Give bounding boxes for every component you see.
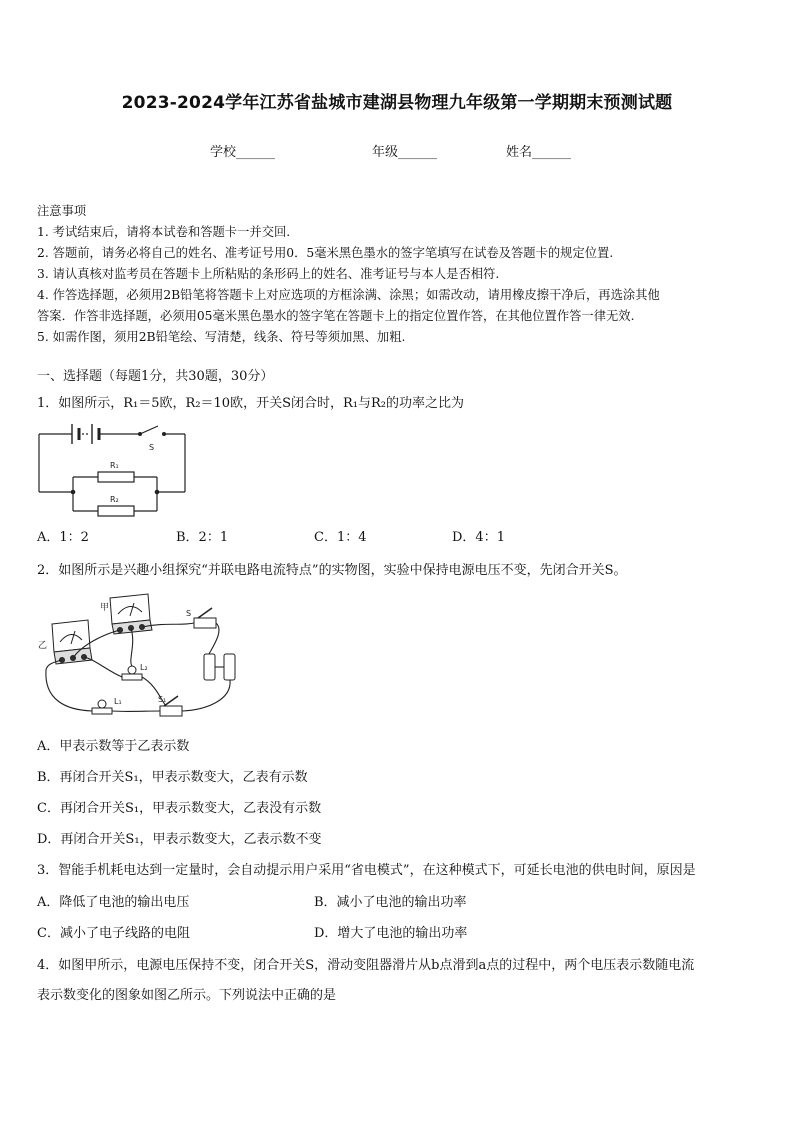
grade-blank: ______: [398, 145, 438, 160]
q1-stem: 1．如图所示，R₁＝5欧，R₂＝10欧，开关S闭合时，R₁与R₂的功率之比为: [37, 396, 464, 411]
note-item: 3. 请认真核对监考员在答题卡上所粘贴的条形码上的姓名、准考证号与本人是否相符.: [37, 267, 500, 281]
q1-option-c: C．1：4: [314, 530, 367, 545]
note-item: 4. 作答选择题，必须用2B铅笔将答题卡上对应选项的方框涂满、涂黑；如需改动，请用橡皮擦干净后，再选涂其他: [37, 288, 660, 302]
school-blank: ______: [236, 145, 276, 160]
section-heading: 一、选择题（每题1分，共30题，30分）: [37, 369, 274, 384]
q2-s-label: S: [186, 609, 192, 618]
q2-l1-label: L₁: [114, 697, 122, 706]
q3-option-d: D．增大了电池的输出功率: [314, 926, 468, 941]
q1-option-b: B．2：1: [176, 530, 229, 545]
school-field: [210, 141, 275, 160]
q3-option-a: A．降低了电池的输出电压: [37, 895, 190, 910]
name-label: 姓名: [506, 145, 533, 160]
q2-option-c: C．再闭合开关S₁，甲表示数变大，乙表没有示数: [37, 801, 322, 816]
q1-r2-label: R₂: [110, 495, 119, 504]
q2-option-a: A．甲表示数等于乙表示数: [37, 739, 190, 754]
q3-option-c: C．减小了电子线路的电阻: [37, 926, 190, 941]
q3-stem: 3．智能手机耗电达到一定量时，会自动提示用户采用“省电模式”，在这种模式下，可延长电池的供电时间，原因是: [37, 863, 696, 878]
paper-title: 2023-2024学年江苏省盐城市建湖县物理九年级第一学期期末预测试题: [121, 93, 673, 113]
note-item: 1. 考试结束后，请将本试卷和答题卡一并交回.: [37, 225, 291, 239]
note-item: 答案．作答非选择题，必须用05毫米黑色墨水的签字笔在答题卡上的指定位置作答，在其他位置作答一律无效.: [37, 309, 635, 323]
q3-option-b: B．减小了电池的输出功率: [314, 895, 467, 910]
q1-option-d: D．4：1: [452, 530, 505, 545]
grade-field: [372, 141, 437, 160]
notes-heading: 注意事项: [37, 204, 87, 218]
q2-yi-label: 乙: [38, 641, 48, 651]
school-label: 学校: [210, 145, 237, 160]
grade-label: 年级: [372, 145, 399, 160]
name-field: [506, 141, 571, 160]
q2-physical-circuit: [36, 590, 246, 724]
q1-circuit: [36, 422, 188, 520]
q2-jia-label: 甲: [100, 603, 110, 613]
q2-stem: 2．如图所示是兴趣小组探究“并联电路电流特点”的实物图，实验中保持电源电压不变，先闭合开关S。: [37, 563, 627, 578]
q2-l2-label: L₂: [140, 663, 148, 672]
name-blank: ______: [532, 145, 572, 160]
q4-stem-line1: 4．如图甲所示，电源电压保持不变，闭合开关S，滑动变阻器滑片从b点滑到a点的过程中，两个电压表示数随电流: [37, 958, 695, 973]
note-item: 5. 如需作图，须用2B铅笔绘、写清楚，线条、符号等须加黑、加粗.: [37, 330, 406, 344]
q2-option-b: B．再闭合开关S₁，甲表示数变大，乙表有示数: [37, 770, 308, 785]
q1-option-a: A．1：2: [37, 530, 89, 545]
q1-switch-label: S: [149, 443, 155, 452]
q4-stem-line2: 表示数变化的图象如图乙所示。下列说法中正确的是: [37, 988, 337, 1003]
q2-s1-label: S₁: [158, 695, 167, 704]
q2-option-d: D．再闭合开关S₁，甲表示数变大，乙表示数不变: [37, 832, 322, 847]
q1-r1-label: R₁: [110, 461, 119, 470]
note-item: 2. 答题前，请务必将自己的姓名、准考证号用0．5毫米黑色墨水的签字笔填写在试卷及答题卡的规定位置.: [37, 246, 614, 260]
